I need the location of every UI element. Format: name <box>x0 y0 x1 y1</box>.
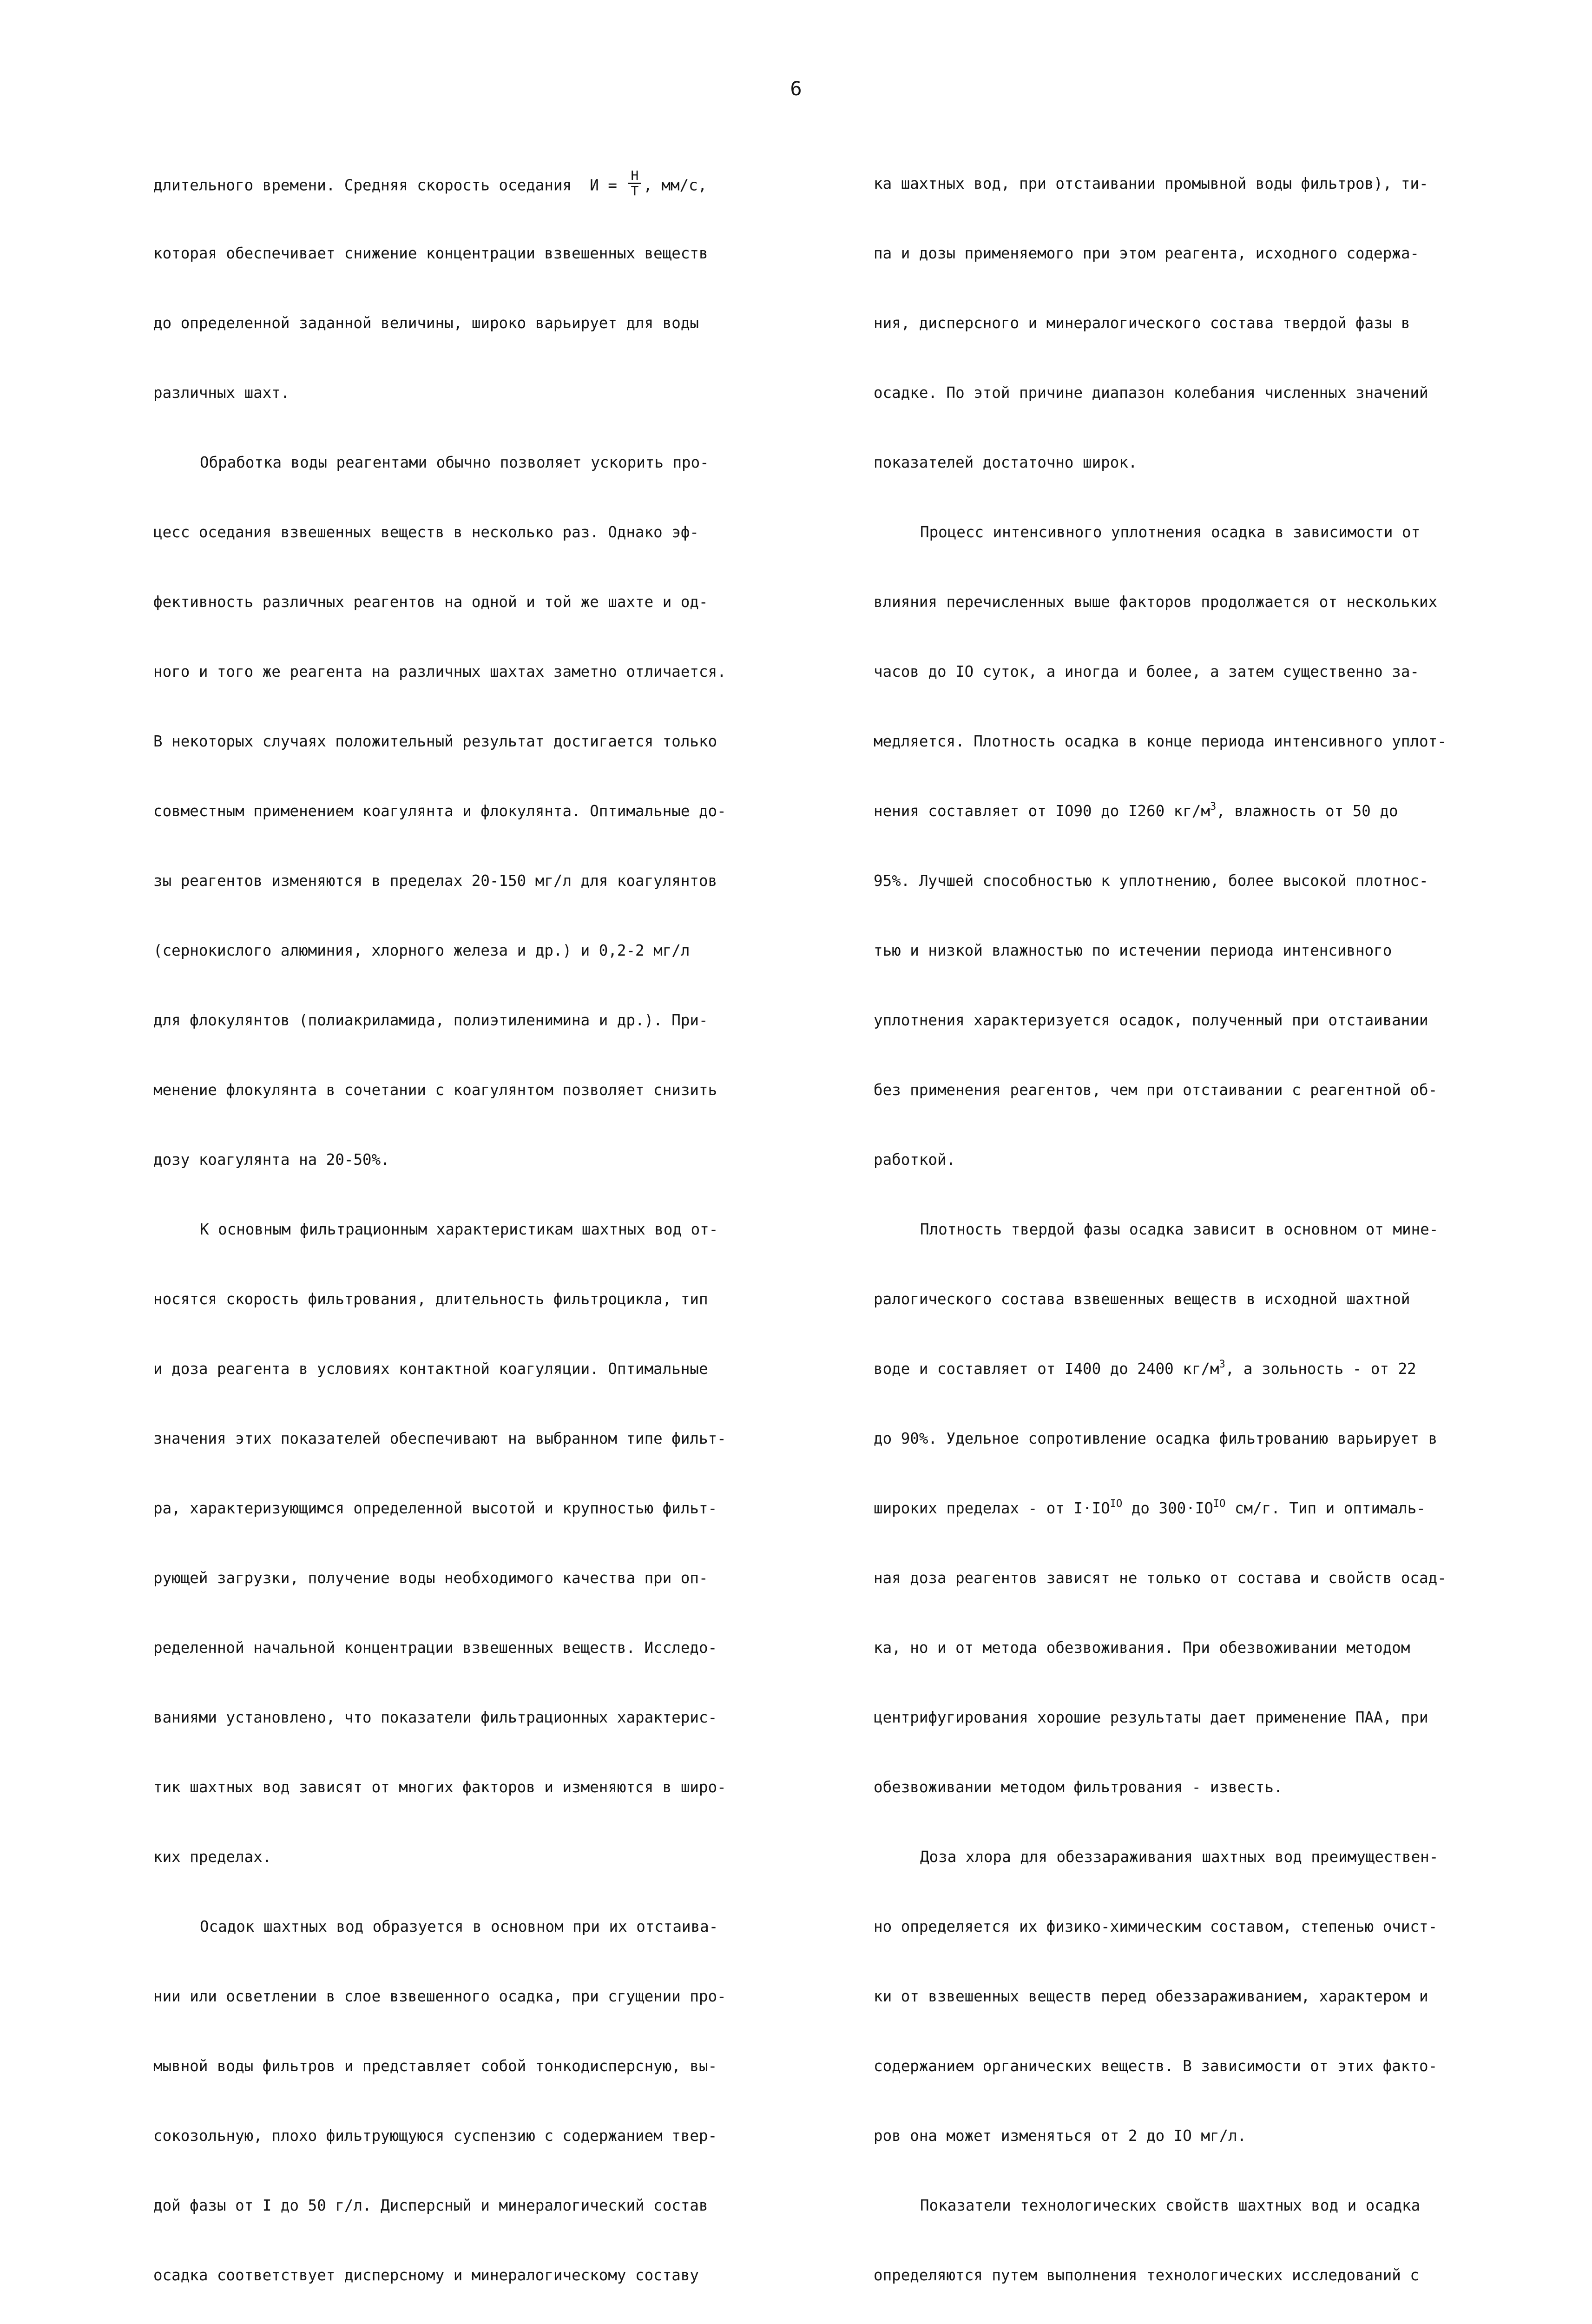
text-line: ваниями установлено, что показатели фильтрационных характерис- <box>153 1709 717 1726</box>
text-line: осадке. По этой причине диапазон колебания численных значений <box>874 384 1428 402</box>
paragraph-start: Обработка воды реагентами обычно позволяет ускорить про- <box>200 454 709 471</box>
text-line: которая обеспечивает снижение концентрации взвешенных веществ <box>153 244 708 262</box>
text-line: рующей загрузки, получение воды необходимого качества при оп- <box>153 1569 708 1587</box>
text-line: совместным применением коагулянта и флокулянта. Оптимальные до- <box>153 802 726 820</box>
text-line: тью и низкой влажностью по истечении периода интенсивного <box>874 942 1392 959</box>
text-line: часов до IO суток, а иногда и более, а затем существенно за- <box>874 663 1419 680</box>
text-line: до 90%. Удельное сопротивление осадка фильтрованию варьирует в <box>874 1430 1438 1447</box>
text-line: без применения реагентов, чем при отстаивании с реагентной об- <box>874 1081 1438 1099</box>
text-line: до определенной заданной величины, широко варьирует для воды <box>153 314 699 332</box>
text-line: менение флокулянта в сочетании с коагулянтом позволяет снизить <box>153 1081 717 1099</box>
text-line: тик шахтных вод зависят от многих факторов и изменяются в широ- <box>153 1778 726 1796</box>
text-line: медляется. Плотность осадка в конце периода интенсивного уплот- <box>874 733 1447 750</box>
text-line: влияния перечисленных выше факторов продолжается от нескольких <box>874 593 1438 611</box>
text-line: па и дозы применяемого при этом реагента, исходного содержа- <box>874 244 1419 262</box>
text-line: ралогического состава взвешенных веществ в исходной шахтной <box>874 1290 1410 1308</box>
paragraph-start: Процесс интенсивного уплотнения осадка в зависимости от <box>920 523 1421 541</box>
text-line: (сернокислого алюминия, хлорного железа и др.) и 0,2-2 мг/л <box>153 942 690 959</box>
text-line: дозу коагулянта на 20-50%. <box>153 1151 390 1169</box>
paragraph-start: К основным фильтрационным характеристикам шахтных вод от- <box>200 1221 718 1238</box>
paragraph-start: Показатели технологических свойств шахтных вод и осадка <box>920 2197 1421 2214</box>
text-line: ка, но и от метода обезвоживания. При обезвоживании методом <box>874 1639 1410 1657</box>
text-line: длительного времени. Средняя скорость оседания И = $\frac{Н}{Т}$ , мм/с, <box>153 168 707 198</box>
text-line: ка шахтных вод, при отстаивании промывной воды фильтров), ти- <box>874 175 1428 192</box>
superscript: 3 <box>1219 1359 1225 1370</box>
text-line: но определяется их физико-химическим составом, степенью очист- <box>874 1918 1438 1935</box>
left-column <box>153 125 771 2324</box>
text-line: нии или осветлении в слое взвешенного осадка, при сгущении про- <box>153 1987 726 2005</box>
text-line: мывной воды фильтров и представляет собой тонкодисперсную, вы- <box>153 2057 717 2075</box>
text-line: зы реагентов изменяются в пределах 20-150 мг/л для коагулянтов <box>153 872 717 890</box>
text-line: уплотнения характеризуется осадок, полученный при отстаивании <box>874 1011 1428 1029</box>
text-line: обезвоживании методом фильтрования - известь. <box>874 1778 1283 1796</box>
text-line: различных шахт. <box>153 384 290 402</box>
text-line: для флокулянтов (полиакриламида, полиэтиленимина и др.). При- <box>153 1011 708 1029</box>
text-line: ного и того же реагента на различных шахтах заметно отличается. <box>153 663 726 680</box>
superscript: IO <box>1213 1498 1226 1510</box>
paragraph-start: Доза хлора для обеззараживания шахтных вод преимуществен- <box>920 1848 1439 1866</box>
page-number: 6 <box>790 77 802 100</box>
text-line: работкой. <box>874 1151 956 1169</box>
text-line: и доза реагента в условиях контактной коагуляции. Оптимальные <box>153 1360 708 1378</box>
text-line: широких пределах - от $I\cdot IO^{IO}$ до $300\cdot IO^{IO}$ см/г. Тип и оптималь- <box>874 1498 1426 1517</box>
text-line: осадка соответствует дисперсному и минералогическому составу <box>153 2266 699 2284</box>
text-line: 95%. Лучшей способностью к уплотнению, более высокой плотнос- <box>874 872 1428 890</box>
right-column <box>874 125 1492 2324</box>
text-line: нения составляет от IO90 до I260 $кг/м^3$, влажность от 50 до <box>874 801 1398 820</box>
text-line: ра, характеризующимся определенной высотой и крупностью фильт- <box>153 1499 717 1517</box>
superscript: 3 <box>1210 801 1217 812</box>
text-line: ная доза реагентов зависят не только от состава и свойств осад- <box>874 1569 1447 1587</box>
paragraph-start: Осадок шахтных вод образуется в основном при их отстаива- <box>200 1918 718 1935</box>
paragraph-start: Плотность твердой фазы осадка зависит в основном от мине- <box>920 1221 1439 1238</box>
text-line: определяются путем выполнения технологических исследований с <box>874 2266 1419 2284</box>
text-line: фективность различных реагентов на одной и той же шахте и од- <box>153 593 708 611</box>
velocity-fraction: $\frac{Н}{Т}$ <box>628 169 641 198</box>
text-line: ния, дисперсного и минералогического состава твердой фазы в <box>874 314 1410 332</box>
text-line: цесс оседания взвешенных веществ в несколько раз. Однако эф- <box>153 523 699 541</box>
text-line: носятся скорость фильтрования, длительность фильтроцикла, тип <box>153 1290 708 1308</box>
text-line: содержанием органических веществ. В зависимости от этих факто- <box>874 2057 1438 2075</box>
text-line: ких пределах. <box>153 1848 272 1866</box>
text-line: ки от взвешенных веществ перед обеззараживанием, характером и <box>874 1987 1428 2005</box>
text-line: значения этих показателей обеспечивают на выбранном типе фильт- <box>153 1430 726 1447</box>
text-line: сокозольную, плохо фильтрующуюся суспензию с содержанием твер- <box>153 2127 717 2145</box>
text-line: воде и составляет от I400 до 2400 $кг/м^3$, а зольность - от 22 <box>874 1359 1416 1378</box>
text-line: В некоторых случаях положительный результат достигается только <box>153 733 717 750</box>
superscript: IO <box>1110 1498 1123 1510</box>
text-line: ределенной начальной концентрации взвешенных веществ. Исследо- <box>153 1639 717 1657</box>
text-line: показателей достаточно широк. <box>874 454 1138 471</box>
text-line: ров она может изменяться от 2 до IO мг/л. <box>874 2127 1247 2145</box>
text-line: центрифугирования хорошие результаты дает применение ПАА, при <box>874 1709 1428 1726</box>
text-line: дой фазы от I до 50 г/л. Дисперсный и минералогический состав <box>153 2197 708 2214</box>
